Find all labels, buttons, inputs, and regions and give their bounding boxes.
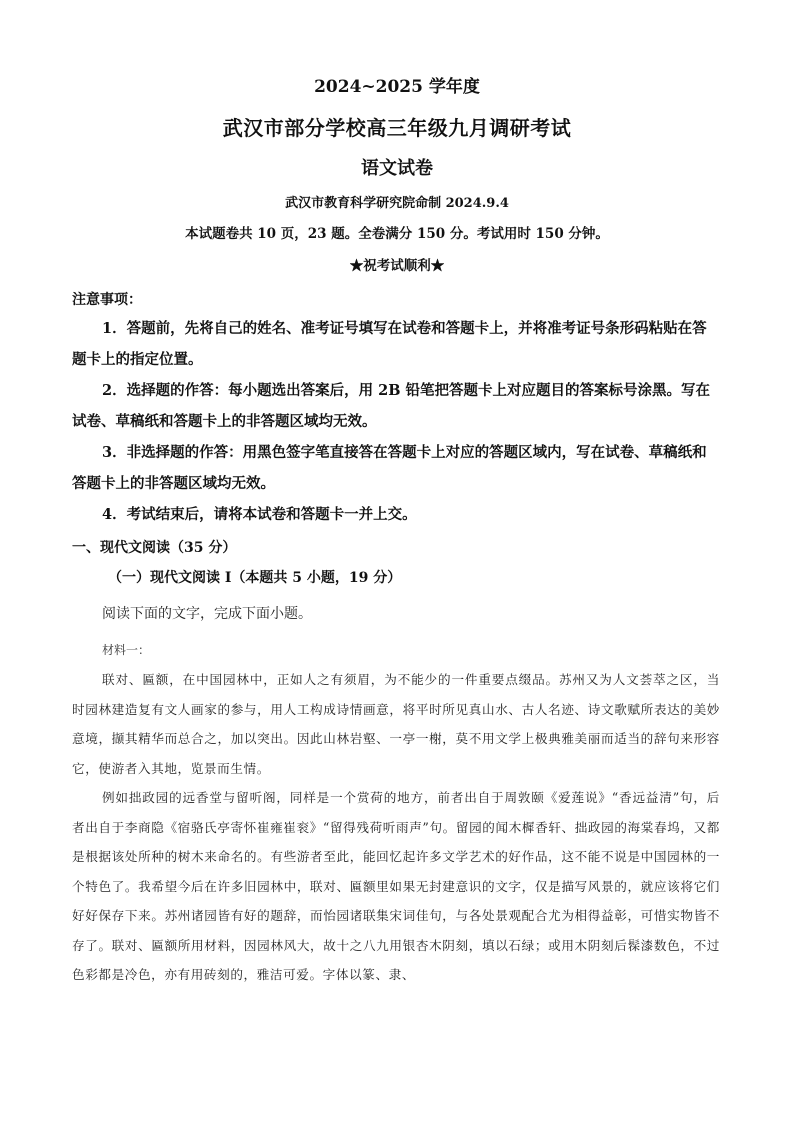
notice-item-2: 2．选择题的作答：每小题选出答案后，用 2B 铅笔把答题卡上对应题目的答案标号涂黑。写在试卷、草稿纸和答题卡上的非答题区域均无效。 xyxy=(72,382,711,430)
section-title: 一、现代文阅读（35 分） xyxy=(72,540,237,556)
notice-title: 注意事项： xyxy=(72,292,142,308)
subsection-title: （一）现代文阅读 I（本题共 5 小题，19 分） xyxy=(108,570,402,586)
material-paragraph-1: 联对、匾额，在中国园林中，正如人之有须眉，为不能少的一件重要点缀品。苏州又为人文荟萃之区，当时园林建造复有文人画家的参与，用人工构成诗情画意，将平时所见真山水、古人名迹、诗文歌赋所表达的美妙意境，撷其精华而总合之，加以突出。因此山林岩壑、一亭一榭，莫不用文学上极典雅美丽而适当的辞句来形容它，使游者入其地，览景而生情。 xyxy=(72,672,720,776)
issuer-line: 武汉市教育科学研究院命制 2024.9.4 xyxy=(285,196,509,211)
good-luck-line: ★祝考试顺利★ xyxy=(349,258,445,274)
material-label: 材料一： xyxy=(102,643,151,657)
material-paragraph-2: 例如拙政园的远香堂与留听阁，同样是一个赏荷的地方，前者出自于周敦颐《爱莲说》“香远益清”句，后者出自于李商隐《宿骆氏亭寄怀崔雍崔衮》“留得残荷听雨声”句。留园的闻木樨香轩、拙政园的海棠春坞，又都是根据该处所种的树木来命名的。有些游者至此，能回忆起许多文学艺术的好作品，这不能不说是中国园林的一个特色了。我希望今后在许多旧园林中，联对、匾额里如果无封建意识的文字，仅是描写风景的，就应该将它们好好保存下来。苏州诸园皆有好的题辞，而怡园诸联集宋词佳句，与各处景观配合尤为相得益彰，可惜实物皆不存了。联对、匾额所用材料，因园林风大，故十之八九用银杏木阴刻，填以石绿；或用木阴刻后髹漆数色，不过色彩都是冷色，亦有用砖刻的，雅洁可爱。字体以篆、隶、 xyxy=(72,790,720,982)
exam-title: 武汉市部分学校高三年级九月调研考试 xyxy=(222,116,572,140)
notice-item-1: 1．答题前，先将自己的姓名、准考证号填写在试卷和答题卡上，并将准考证号条形码粘贴在答题卡上的指定位置。 xyxy=(72,320,707,368)
reading-instruction: 阅读下面的文字，完成下面小题。 xyxy=(102,606,312,622)
academic-year: 2024~2025 学年度 xyxy=(314,77,480,97)
notice-item-3: 3．非选择题的作答：用黑色签字笔直接答在答题卡上对应的答题区域内，写在试卷、草稿纸和答题卡上的非答题区域均无效。 xyxy=(72,444,707,492)
notice-item-4: 4．考试结束后，请将本试卷和答题卡一并上交。 xyxy=(102,506,417,523)
subject-title: 语文试卷 xyxy=(361,158,433,179)
exam-summary: 本试题卷共 10 页，23 题。全卷满分 150 分。考试用时 150 分钟。 xyxy=(185,226,609,242)
